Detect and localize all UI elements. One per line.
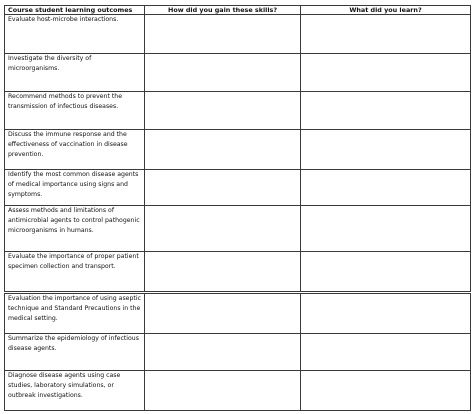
table-row [5,294,471,334]
learned-cell[interactable] [301,170,471,206]
outcome-cell: Diagnose disease agents using case studies, laboratory simulations, or outbreak investigations. [5,371,145,411]
outcome-cell: Summarize the epidemiology of infectious disease agents. [5,334,145,371]
how-cell[interactable] [145,252,301,292]
learned-cell[interactable] [301,334,471,371]
table-row [5,15,471,54]
how-cell[interactable] [145,294,301,334]
outcome-cell: Evaluate host-microbe interactions. [5,15,145,54]
table-row [5,170,471,206]
outcome-cell: Discuss the immune response and the effectiveness of vaccination in disease prevention. [5,130,145,170]
table-row [5,206,471,252]
table-row [5,130,471,170]
how-cell[interactable] [145,130,301,170]
learned-cell[interactable] [301,92,471,130]
table-row [5,371,471,411]
outcome-cell: Evaluate the importance of proper patient specimen collection and transport. [5,252,145,292]
learning-outcomes-table-continued [4,293,471,411]
learned-cell[interactable] [301,252,471,292]
table-row [5,92,471,130]
outcome-cell: Investigate the diversity of microorganisms. [5,54,145,92]
outcome-cell: Assess methods and limitations of antimicrobial agents to control pathogenic microorganisms in humans. [5,206,145,252]
header-what-learned: What did you learn? [301,6,471,15]
how-cell[interactable] [145,170,301,206]
learned-cell[interactable] [301,294,471,334]
header-how-gained: How did you gain these skills? [145,6,301,15]
outcome-cell: Recommend methods to prevent the transmission of infectious diseases. [5,92,145,130]
table-row [5,54,471,92]
outcome-cell: Identify the most common disease agents of medical importance using signs and symptoms. [5,170,145,206]
how-cell[interactable] [145,15,301,54]
how-cell[interactable] [145,206,301,252]
how-cell[interactable] [145,371,301,411]
learning-outcomes-table [4,5,471,292]
learned-cell[interactable] [301,206,471,252]
header-outcomes: Course student learning outcomes [5,6,145,15]
learned-cell[interactable] [301,54,471,92]
table-row [5,252,471,292]
table-row [5,334,471,371]
learned-cell[interactable] [301,371,471,411]
how-cell[interactable] [145,92,301,130]
table-header-row [5,6,471,15]
how-cell[interactable] [145,54,301,92]
how-cell[interactable] [145,334,301,371]
learned-cell[interactable] [301,130,471,170]
outcome-cell: Evaluation the importance of using aseptic technique and Standard Precautions in the medical setting. [5,294,145,334]
learned-cell[interactable] [301,15,471,54]
